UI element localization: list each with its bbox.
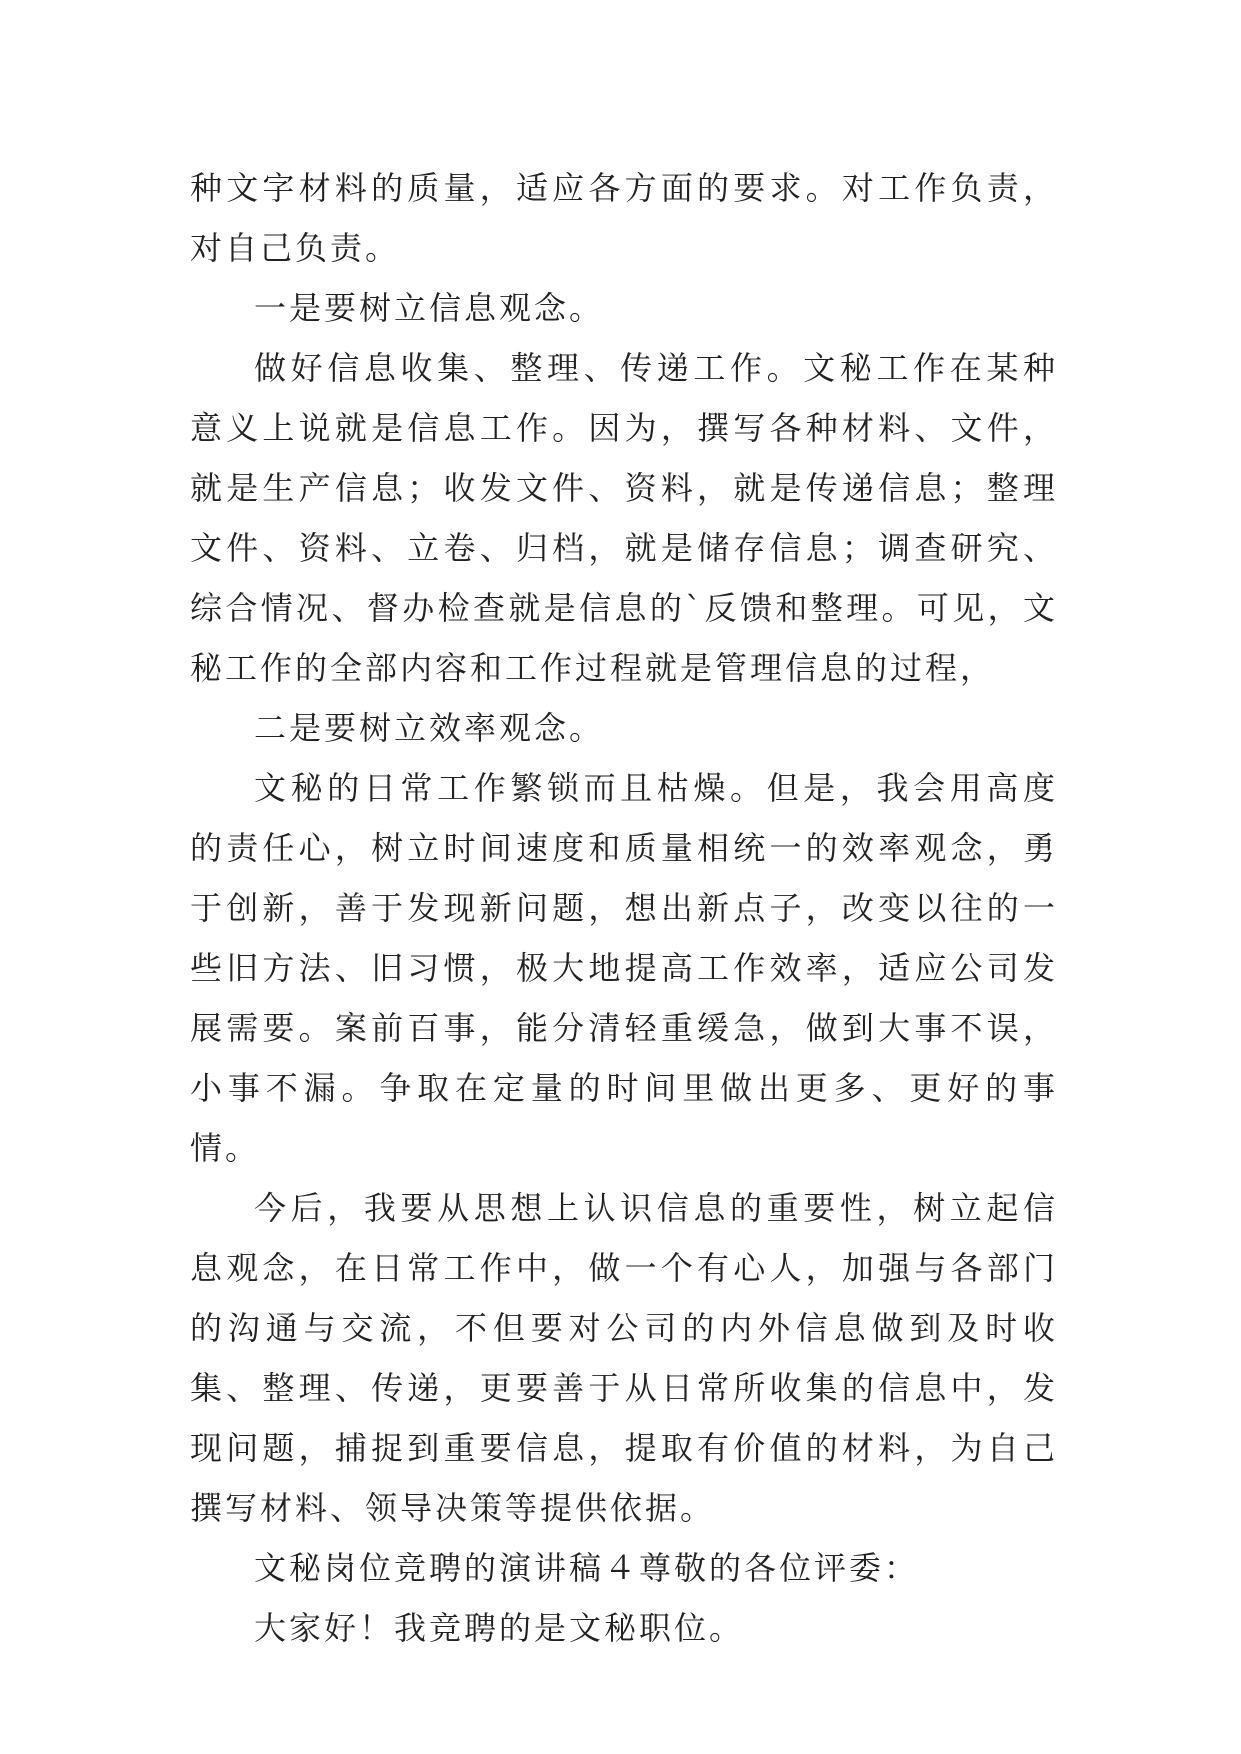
paragraph-efficiency-work: 文秘的日常工作繁锁而且枯燥。但是，我会用高度的责任心，树立时间速度和质量相统一的效率观念，勇于创新，善于发现新问题，想出新点子，改变以往的一些旧方法、旧习惯，极大地提高工作效率，适应公司发展需要。案前百事，能分清轻重缓急，做到大事不误，小事不漏。争取在定量的时间里做出更多、更好的事情。 xyxy=(190,769,1058,1167)
paragraph-greeting: 大家好！我竞聘的是文秘职位。 xyxy=(254,1609,745,1647)
paragraph-heading-efficiency: 二是要树立效率观念。 xyxy=(254,709,605,747)
paragraph-information-work: 做好信息收集、整理、传递工作。文秘工作在某种意义上说就是信息工作。因为，撰写各种材料、文件，就是生产信息；收发文件、资料，就是传递信息；整理文件、资料、立卷、归档，就是储存信息；调查研究、综合情况、督办检查就是信息的`反馈和整理。可见，文秘工作的全部内容和工作过程就是管理信息的过程， xyxy=(190,349,1058,687)
paragraph-heading-information: 一是要树立信息观念。 xyxy=(254,289,605,327)
paragraph-speech-title: 文秘岗位竞聘的演讲稿４尊敬的各位评委： xyxy=(254,1549,920,1587)
paragraph-future-plan: 今后，我要从思想上认识信息的重要性，树立起信息观念，在日常工作中，做一个有心人，加强与各部门的沟通与交流，不但要对公司的内外信息做到及时收集、整理、传递，更要善于从日常所收集的信息中，发现问题，捕捉到重要信息，提取有价值的材料，为自己撰写材料、领导决策等提供依据。 xyxy=(190,1189,1058,1527)
paragraph-continuation: 种文字材料的质量，适应各方面的要求。对工作负责，对自己负责。 xyxy=(190,169,1058,267)
document-body xyxy=(190,158,1058,1658)
